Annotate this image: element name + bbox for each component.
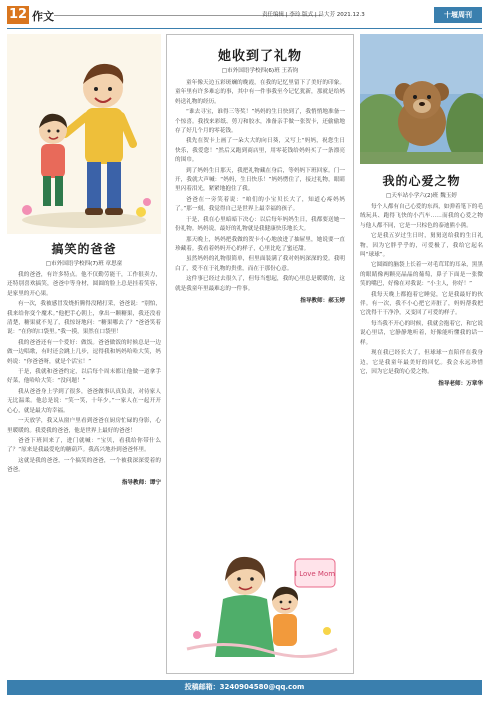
- paragraph: 那天晚上，妈妈把我做的贺卡小心地放进了抽屉里，她说要一直珍藏着。我看着妈妈开心的样子，心里比吃了蜜还甜。: [175, 236, 345, 252]
- paragraph: 我从爸爸身上学到了很多，爸爸做事认真负责，对待家人无比温柔。他总是说：“笑一笑，十年少。”一家人在一起开开心心，就是最大的幸福。: [7, 388, 161, 414]
- left-article-title: 搞笑的爸爸: [51, 242, 117, 256]
- middle-article: [166, 34, 354, 674]
- paragraph: 爸爸下班回来了，进门就喊：“宝贝，看我给你带什么了？”原来是我最爱吃的糖葫芦。我高兴地扑到爸爸怀里。: [7, 437, 161, 454]
- paragraph: 每个人都有自己心爱的东西，如弹着笔下的毛绒玩具、跑得飞快的小汽车……而我的心爱之物与他人都不同，它是一只棕色的泰迪熊小熊。: [360, 204, 483, 229]
- header-rule: [7, 28, 482, 29]
- submission-email[interactable]: [7, 680, 482, 695]
- left-article: [7, 34, 161, 674]
- editor-info: 责任编辑 | 李玲 版式 | 吕大芳 2021.12.3: [262, 12, 365, 18]
- section-title: 作文: [32, 10, 54, 23]
- middle-article-byline: □市外国语学校四(6)班 王若钧: [221, 68, 299, 74]
- right-article-body: [360, 203, 483, 377]
- right-article: [360, 34, 483, 674]
- paragraph: 我的爸爸，有许多特点。他不仅勤劳能干，工作很卖力，还特别喜欢搞笑，爸爸中等身材，圆圆的脸上总是挂着笑容，是家里的开心果。: [7, 272, 161, 297]
- right-article-byline: □天车站小学六(2)班 魏玉婷: [386, 193, 457, 199]
- paragraph: 爸爸在一旁笑着说：“咱们的小宝贝长大了，知道心疼妈妈了。”那一刻，我觉得自己是世界上最幸福的孩子。: [175, 196, 345, 213]
- email-address: 3240904580@qq.com: [219, 683, 305, 691]
- left-article-teacher: 指导教师：谭宁: [121, 479, 161, 486]
- paragraph: 童年像天边五彩斑斓的晚霞，在我的记忆里留下了美好的印象。童年里有许多难忘的事，其中有一件事我至今记忆犹新，那就是给妈妈送礼物的经历。: [175, 80, 345, 105]
- left-article-byline: □市外国语学校四(7)班 章思童: [45, 261, 123, 267]
- paragraph: 这就是我的爸爸，一个搞笑的爸爸，一个被我深深爱着的爸爸。: [7, 457, 161, 474]
- paragraph: 这件事已经过去很久了，但每当想起，我的心里总是暖暖的，这就是我童年里最难忘的一件事。: [175, 276, 345, 292]
- paragraph: 一天放学，我又从窗户里看到爸爸在厨房忙碌的身影，心里暖暖的。我爱我的爸爸，他是世界上最好的爸爸！: [7, 418, 161, 434]
- paragraph: 每当我不开心的时候，我就会抱着它，和它说说心里话，它静静地听着，好像能听懂我的话一样。: [360, 320, 483, 346]
- father-child-illustration: [7, 34, 161, 234]
- middle-article-teacher: 指导教师：郝玉婷: [300, 297, 345, 304]
- paragraph: 现在我已经长大了，但球球一直陪伴在我身边，它是我童年最美好的回忆。我会永远珍惜它，因为它是我的心爱之物。: [360, 350, 483, 375]
- brand-badge: 十堰周刊: [434, 7, 482, 23]
- paragraph: 于是，我就和爸爸约定，以后每个周末都让他做一道拿手好菜，他哈哈大笑：“没问题！”: [7, 369, 161, 385]
- paragraph: 于是，我在心里暗暗下决心：以后每年妈妈生日，我都要送她一份礼物。妈妈说，最好的礼物就是我健康快乐地长大。: [175, 216, 345, 233]
- paragraph: 我每天晚上都抱着它睡觉，它是我最好的伙伴。有一次，我不小心把它弄脏了，妈妈帮我把它洗得干干净净，又变回了可爱的样子。: [360, 291, 483, 317]
- mother-child-illustration: [167, 539, 353, 669]
- paragraph: 虽然妈妈的礼物很简单，但里面装满了我对妈妈深深的爱。我明白了，爱不在于礼物的贵重，而在于那份心意。: [175, 256, 345, 272]
- paragraph: 我先在贺卡上画了一朵大大的向日葵，又写上“妈妈，祝您生日快乐，我爱您！”然后又跑到商店里，用零花钱给妈妈买了一条漂亮的围巾。: [175, 138, 345, 164]
- middle-article-title: 她收到了礼物: [217, 49, 302, 64]
- right-article-teacher: 指导老师：万章华: [438, 381, 483, 388]
- teddy-bear-photo: [360, 34, 483, 164]
- paragraph: 有一次，我被感冒发烧折腾得没精打采，爸爸说：“别怕，我来给你变个魔术。”他把手心朝上，拿出一颗糖果，我还没看清楚，糖果就不见了，我惊讶地问：“糖果哪去了？”爸爸笑着说：“在你的口袋里。”我一摸，果然在口袋里！: [7, 301, 161, 336]
- submission-footer: [7, 680, 482, 695]
- middle-article-body: [175, 79, 345, 294]
- page-number: 12: [8, 7, 28, 22]
- paragraph: “谁去寻宝，谁得三等奖！”妈妈的生日快到了，我悄悄地准备一个惊喜。我找来彩纸、剪刀和胶水，准备亲手做一张贺卡，还偷偷地存了好几个月的零花钱。: [175, 109, 345, 135]
- illustration-caption: I Love Mom: [294, 570, 336, 578]
- email-label: 投稿邮箱：: [184, 683, 220, 691]
- right-article-title: 我的心爱之物: [382, 174, 461, 188]
- paragraph: 我的爸爸还有一个爱好：做饭。爸爸做饭的时候总是一边做一边唱歌，有时还会跳上几步，逗得我和妈妈哈哈大笑，妈妈说：“你爸爸呀，就是个活宝！”: [7, 339, 161, 365]
- page-header: [0, 0, 489, 32]
- paragraph: 它圆圆的脑袋上长着一对毛茸茸的耳朵，黑黑的眼睛像两颗亮晶晶的葡萄，鼻子下面是一张微笑的嘴巴，好像在对我说：“小主人，你好！”: [360, 262, 483, 288]
- left-article-body: [7, 271, 161, 476]
- paragraph: 到了妈妈生日那天，我把礼物藏在身后，等妈妈下班回家。门一开，我就大声喊：“妈妈，生日快乐！”妈妈愣住了，接过礼物，眼睛里闪着泪光，紧紧地抱住了我。: [175, 167, 345, 193]
- paragraph: 它是我五岁过生日时，舅舅送给我的生日礼物，因为它胖乎乎的，可爱极了，我给它起名叫“球球”。: [360, 233, 483, 259]
